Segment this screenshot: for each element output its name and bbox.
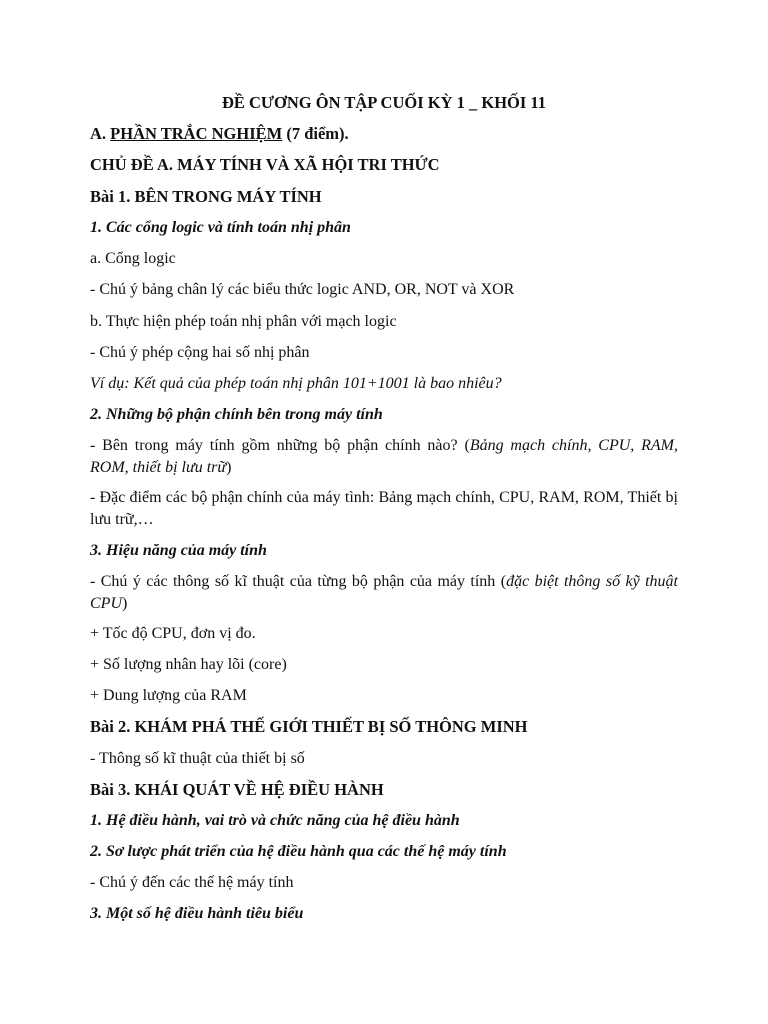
lesson1-example: Ví dụ: Kết quả của phép toán nhị phân 101+1001 là bao nhiêu? [90,375,502,392]
lesson1-sub1: 1. Các cổng logic và tính toán nhị phân [90,219,351,236]
lesson3-note-generations: - Chú ý đến các thế hệ máy tính [90,874,294,891]
lesson3-sub3: 3. Một số hệ điều hành tiêu biểu [90,905,304,922]
lesson1-note-addition: - Chú ý phép cộng hai số nhị phân [90,344,310,361]
lesson1-item-a: a. Cổng logic [90,250,176,267]
section-a-underlined: PHẦN TRẮC NGHIỆM [110,124,283,143]
parts-question-text: - Bên trong máy tính gồm những bộ phận chính nào? ( [90,437,470,454]
lesson3-sub1: 1. Hệ điều hành, vai trò và chức năng của hệ điều hành [90,812,460,829]
spec-note-close: ) [122,595,128,612]
lesson1-note-truth-table: - Chú ý bảng chân lý các biểu thức logic AND, OR, NOT và XOR [90,281,515,298]
lesson1-parts-features: - Đặc điểm các bộ phận chính của máy tình: Bảng mạch chính, CPU, RAM, ROM, Thiết bị lưu trữ,… [90,489,678,528]
spec-note-italic: đặc biệt thông số kỹ thuật CPU [90,573,679,612]
lesson1-spec-note [90,571,678,615]
parts-question-close: ) [226,459,232,476]
section-a-heading [90,124,678,144]
section-a-suffix: (7 điểm). [282,124,349,143]
lesson2-title: Bài 2. KHÁM PHÁ THẾ GIỚI THIẾT BỊ SỐ THÔNG MINH [90,717,528,736]
document-title: ĐỀ CƯƠNG ÔN TẬP CUỐI KỲ 1 _ KHỐI 11 [221,93,547,112]
lesson2-spec: - Thông số kĩ thuật của thiết bị số [90,750,305,767]
section-a-prefix: A. [90,124,111,143]
lesson1-parts-question [90,435,678,479]
lesson1-item-b: b. Thực hiện phép toán nhị phân với mạch logic [90,313,397,330]
topic-a-heading: CHỦ ĐỀ A. MÁY TÍNH VÀ XÃ HỘI TRI THỨC [90,155,440,174]
lesson1-sub3: 3. Hiệu năng của máy tính [90,542,267,559]
lesson1-cores: + Số lượng nhân hay lõi (core) [90,656,287,673]
lesson1-ram: + Dung lượng của RAM [90,687,247,704]
lesson1-cpu-speed: + Tốc độ CPU, đơn vị đo. [90,625,256,642]
spec-note-text: - Chú ý các thông số kĩ thuật của từng bộ phận của máy tính ( [90,573,507,590]
lesson1-title: Bài 1. BÊN TRONG MÁY TÍNH [90,187,322,206]
lesson3-title: Bài 3. KHÁI QUÁT VỀ HỆ ĐIỀU HÀNH [90,780,384,799]
lesson1-sub2: 2. Những bộ phận chính bên trong máy tính [90,406,383,423]
parts-question-italic: Bảng mạch chính, CPU, RAM, ROM, thiết bị lưu trữ [90,437,679,476]
lesson3-sub2: 2. Sơ lược phát triển của hệ điều hành qua các thế hệ máy tính [90,843,507,860]
